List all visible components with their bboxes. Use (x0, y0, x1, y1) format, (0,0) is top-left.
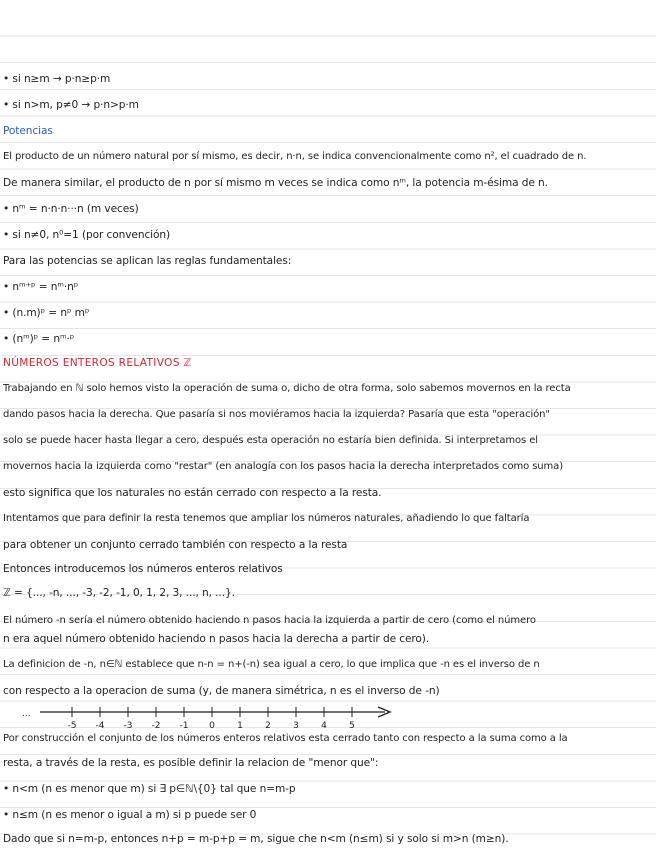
text-line: esto significa que los naturales no están cerrado con respecto a la resta. (3, 487, 382, 499)
text-line: dando pasos hacia la derecha. Que pasaría si nos moviéramos hacia la izquierda? Pasaría que esta "operación" (3, 409, 550, 420)
formula-line: • nᵐ⁺ᵖ = nᵐ·nᵖ (3, 281, 79, 293)
text-line: Entonces introducemos los números enteros relativos (3, 563, 283, 575)
formula-line: • n<m (n es menor que m) si ∃ p∈ℕ\{0} tal que n=m-p (3, 783, 296, 795)
text-line: La definicion de -n, n∈ℕ establece que n-n = n+(-n) sea igual a cero, lo que implica que -n es el inverso de n (3, 659, 540, 670)
set-definition: ℤ = {..., -n, ..., -3, -2, -1, 0, 1, 2, 3, ..., n, ...}. (3, 587, 235, 599)
text-line: De manera similar, el producto de n por sí mismo m veces se indica como nᵐ, la potencia m-ésima de n. (3, 177, 548, 189)
number-line-tick-label: 0 (209, 721, 215, 731)
text-line: • si n≥m → p·n≥p·m (3, 73, 111, 85)
text-line: movernos hacia la izquierda como "restar" (en analogía con los pasos hacia la derecha interpretados como suma) (3, 461, 564, 472)
formula-line: • n≤m (n es menor o igual a m) si p puede ser 0 (3, 809, 257, 821)
number-line-tick-label: -1 (179, 721, 189, 731)
text-line: con respecto a la operacion de suma (y, de manera simétrica, n es el inverso de -n) (3, 685, 440, 697)
formula-line: • nᵐ = n·n·n···n (m veces) (3, 203, 139, 215)
text-line: Dado que si n=m-p, entonces n+p = m-p+p = m, sigue che n<m (n≤m) si y solo si m>n (m≥n). (3, 833, 509, 845)
number-line-tick-label: 2 (265, 721, 271, 731)
number-line-tick-label: 3 (293, 721, 299, 731)
number-line-tick-label: 5 (349, 721, 355, 731)
number-line-tick-label: -4 (95, 721, 105, 731)
number-line-prefix: ... (22, 709, 31, 719)
number-line-tick-label: 1 (237, 721, 243, 731)
section-heading-potencias: Potencias (3, 125, 53, 137)
text-line: n era aquel número obtenido haciendo n pasos hacia la derecha a partir de cero). (3, 633, 430, 645)
text-line: resta, a través de la resta, es posible definir la relacion de "menor que": (3, 757, 379, 769)
number-line-tick-label: 4 (321, 721, 327, 731)
text-line: Intentamos que para definir la resta tenemos que ampliar los números naturales, añadiendo lo que faltaría (3, 513, 530, 524)
text-line: Trabajando en ℕ solo hemos visto la operación de suma o, dicho de otra forma, solo sabemos movernos en la recta (3, 383, 571, 394)
text-line: Por construcción el conjunto de los números enteros relativos esta cerrado tanto con respecto a la suma como a la (3, 733, 568, 744)
formula-line: • (n.m)ᵖ = nᵖ mᵖ (3, 307, 90, 319)
number-line-tick-label: -2 (151, 721, 161, 731)
text-line: • si n>m, p≠0 → p·n>p·m (3, 99, 139, 111)
formula-line: • si n≠0, n⁰=1 (por convención) (3, 229, 171, 241)
text-line: solo se puede hacer hasta llegar a cero, después esta operación no estaría bien definida. Si interpretamos el (3, 435, 538, 446)
number-line-tick-label: -3 (123, 721, 133, 731)
text-line: El número -n sería el número obtenido haciendo n pasos hacia la izquierda a partir de cero (como el número (3, 615, 536, 626)
number-line-tick-label: -5 (67, 721, 77, 731)
formula-line: • (nᵐ)ᵖ = nᵐ·ᵖ (3, 333, 75, 345)
section-heading-enteros: NÚMEROS ENTEROS RELATIVOS ℤ (3, 357, 192, 369)
text-line: El producto de un número natural por sí mismo, es decir, n·n, se indica convencionalmente como n², el cuadrado de n. (3, 151, 587, 162)
text-line: para obtener un conjunto cerrado también con respecto a la resta (3, 539, 348, 551)
text-line: Para las potencias se aplican las reglas fundamentales: (3, 255, 292, 267)
